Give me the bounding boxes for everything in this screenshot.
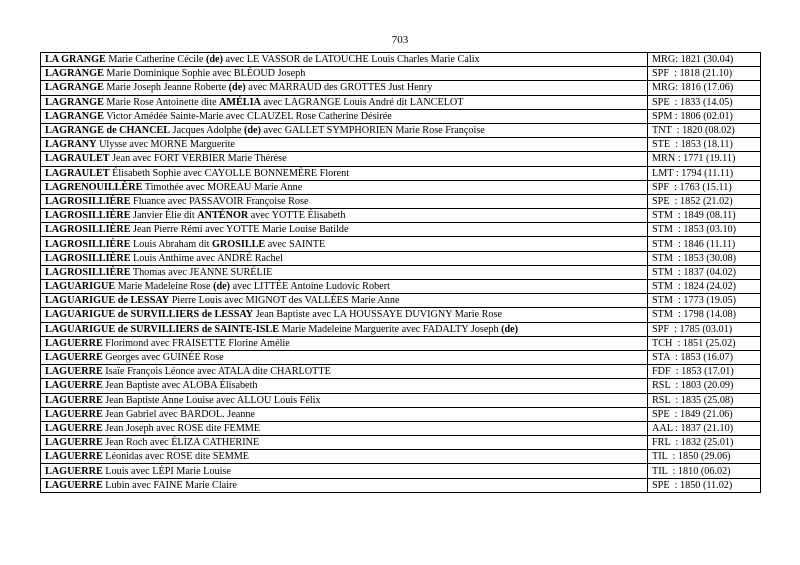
reference-cell: TCH : 1851 (25.02) xyxy=(648,336,761,350)
surname: LAGRAULET xyxy=(45,153,110,165)
surname: LAGROSILLIÈRE xyxy=(45,210,131,222)
reference-cell: MRN : 1771 (19.11) xyxy=(648,152,761,166)
reference-cell: STE : 1853 (18.11) xyxy=(648,138,761,152)
surname: LAGUARIGUE xyxy=(45,281,116,293)
table-row xyxy=(41,81,761,95)
entry-cell xyxy=(41,138,648,152)
entry-cell xyxy=(41,365,648,379)
surname: LAGUERRE xyxy=(45,465,103,477)
entry-text: Marie Madeleine Rose (de) avec LITTÉE Antoine Ludovic Robert xyxy=(115,281,390,293)
entry-cell xyxy=(41,53,648,67)
table-row xyxy=(41,436,761,450)
table-row xyxy=(41,123,761,137)
entry-text: Jean Joseph avec ROSE dite FEMME xyxy=(102,422,261,434)
entry-text: Marie Catherine Cécile (de) avec LE VASSOR de LATOUCHE Louis Charles Marie Calix xyxy=(105,54,480,66)
entry-cell xyxy=(41,407,648,421)
entry-text: Georges avec GUINÉE Rose xyxy=(102,352,224,364)
surname: LAGUERRE xyxy=(45,337,103,349)
reference-cell: SPE : 1833 (14.05) xyxy=(648,95,761,109)
reference-cell: SPF : 1785 (03.01) xyxy=(648,322,761,336)
entry-text: Jean Gabriel avec BARDOL. Jeanne xyxy=(102,408,255,420)
entry-text: Élisabeth Sophie avec CAYOLLE BONNEMÈRE Florent xyxy=(109,167,350,179)
reference-cell: STM : 1773 (19.05) xyxy=(648,294,761,308)
surname: LAGRANGE xyxy=(45,82,104,94)
entry-text: Timothée avec MOREAU Marie Anne xyxy=(142,181,303,193)
surname: LAGRANY xyxy=(45,139,97,151)
reference-cell: MRG: 1821 (30.04) xyxy=(648,53,761,67)
reference-cell: STA : 1853 (16.07) xyxy=(648,350,761,364)
entry-text: Marie Rose Antoinette dite AMÉLIA avec LAGRANGE Louis André dit LANCELOT xyxy=(103,96,464,108)
entry-cell xyxy=(41,67,648,81)
table-row xyxy=(41,223,761,237)
reference-cell: STM : 1853 (30.08) xyxy=(648,251,761,265)
entry-cell xyxy=(41,308,648,322)
surname: LAGRAULET xyxy=(45,167,110,179)
entry-cell xyxy=(41,251,648,265)
reference-cell: FDF : 1853 (17.01) xyxy=(648,365,761,379)
surname: LAGUARIGUE de LESSAY xyxy=(45,295,170,307)
entry-text: Louis Abraham dit GROSILLE avec SAINTE xyxy=(130,238,326,250)
surname: LAGRENOUILLÈRE xyxy=(45,181,143,193)
marriage-register-table xyxy=(40,52,761,493)
reference-cell: RSL : 1803 (20.09) xyxy=(648,379,761,393)
entry-cell xyxy=(41,109,648,123)
entry-text: Jean Baptiste Anne Louise avec ALLOU Louis Félix xyxy=(102,394,321,406)
table-row xyxy=(41,407,761,421)
entry-cell xyxy=(41,237,648,251)
surname: LAGRANGE xyxy=(45,96,104,108)
register-body xyxy=(41,53,761,493)
entry-cell xyxy=(41,464,648,478)
reference-cell: SPE : 1852 (21.02) xyxy=(648,194,761,208)
entry-text: Jean Roch avec ÉLIZA CATHERINE xyxy=(102,437,260,449)
surname: LAGROSILLIÈRE xyxy=(45,224,131,236)
table-row xyxy=(41,109,761,123)
reference-cell: STM : 1824 (24.02) xyxy=(648,280,761,294)
entry-cell xyxy=(41,294,648,308)
table-row xyxy=(41,209,761,223)
surname: LAGUERRE xyxy=(45,437,103,449)
entry-cell xyxy=(41,152,648,166)
entry-cell xyxy=(41,180,648,194)
reference-cell: SPE : 1849 (21.06) xyxy=(648,407,761,421)
reference-cell: STM : 1846 (11.11) xyxy=(648,237,761,251)
table-row xyxy=(41,194,761,208)
reference-cell: TIL : 1810 (06.02) xyxy=(648,464,761,478)
surname: LAGUERRE xyxy=(45,422,103,434)
entry-text: Louis Anthime avec ANDRÉ Rachel xyxy=(130,252,283,264)
surname: LAGROSILLIÈRE xyxy=(45,238,131,250)
entry-text: Marie Dominique Sophie avec BLÉOUD Joseph xyxy=(103,68,306,80)
reference-cell: TIL : 1850 (29.06) xyxy=(648,450,761,464)
surname: LAGRANGE de CHANCEL xyxy=(45,125,171,137)
entry-text: Janvier Élie dit ANTÉNOR avec YOTTE Élisabeth xyxy=(130,210,346,222)
table-row xyxy=(41,365,761,379)
table-row xyxy=(41,450,761,464)
surname: LAGUERRE xyxy=(45,380,103,392)
table-row xyxy=(41,152,761,166)
entry-cell xyxy=(41,336,648,350)
table-row xyxy=(41,180,761,194)
entry-cell xyxy=(41,95,648,109)
reference-cell: STM : 1798 (14.08) xyxy=(648,308,761,322)
entry-cell xyxy=(41,379,648,393)
entry-text: Lubin avec FAINE Marie Claire xyxy=(102,479,237,491)
entry-text: Louis avec LÉPI Marie Louise xyxy=(102,465,231,477)
table-row xyxy=(41,336,761,350)
reference-cell: STM : 1837 (04.02) xyxy=(648,265,761,279)
table-row xyxy=(41,322,761,336)
entry-cell xyxy=(41,478,648,492)
table-row xyxy=(41,280,761,294)
surname: LAGROSILLIÈRE xyxy=(45,266,131,278)
reference-cell: STM : 1853 (03.10) xyxy=(648,223,761,237)
reference-cell: STM : 1849 (08.11) xyxy=(648,209,761,223)
entry-text: Isaïe François Léonce avec ATALA dite CHARLOTTE xyxy=(102,366,331,378)
table-row xyxy=(41,138,761,152)
reference-cell: SPE : 1850 (11.02) xyxy=(648,478,761,492)
reference-cell: SPF : 1763 (15.11) xyxy=(648,180,761,194)
table-row xyxy=(41,294,761,308)
entry-text: Jean Baptiste avec ALOBA Élisabeth xyxy=(102,380,258,392)
surname: LAGUERRE xyxy=(45,394,103,406)
table-row xyxy=(41,95,761,109)
entry-text: Jean Baptiste avec LA HOUSSAYE DUVIGNY Marie Rose xyxy=(253,309,502,321)
reference-cell: RSL : 1835 (25.08) xyxy=(648,393,761,407)
reference-cell: AAL : 1837 (21.10) xyxy=(648,421,761,435)
reference-cell: TNT : 1820 (08.02) xyxy=(648,123,761,137)
entry-text: Thomas avec JEANNE SURÉLIE xyxy=(130,266,273,278)
reference-cell: MRG: 1816 (17.06) xyxy=(648,81,761,95)
table-row xyxy=(41,393,761,407)
entry-cell xyxy=(41,322,648,336)
table-row xyxy=(41,478,761,492)
entry-cell xyxy=(41,81,648,95)
surname: LAGUARIGUE de SURVILLIERS de LESSAY xyxy=(45,309,254,321)
entry-text: Jean Pierre Rémi avec YOTTE Marie Louise Batilde xyxy=(130,224,349,236)
entry-cell xyxy=(41,166,648,180)
surname: LAGUERRE xyxy=(45,366,103,378)
reference-cell: FRL : 1832 (25.01) xyxy=(648,436,761,450)
surname: LAGRANGE xyxy=(45,68,104,80)
entry-text: Léonidas avec ROSE dite SEMME xyxy=(102,451,250,463)
reference-cell: LMT : 1794 (11.11) xyxy=(648,166,761,180)
entry-text: Jean avec FORT VERBIER Marie Thérèse xyxy=(109,153,287,165)
entry-cell xyxy=(41,223,648,237)
surname: LAGUERRE xyxy=(45,451,103,463)
entry-cell xyxy=(41,450,648,464)
entry-text: Marie Joseph Jeanne Roberte (de) avec MARRAUD des GROTTES Just Henry xyxy=(103,82,433,94)
table-row xyxy=(41,308,761,322)
surname: LAGUERRE xyxy=(45,408,103,420)
entry-text: Pierre Louis avec MIGNOT des VALLÉES Marie Anne xyxy=(169,295,400,307)
entry-text: Fluance avec PASSAVOIR Françoise Rose xyxy=(130,195,309,207)
entry-text: Victor Amédée Sainte-Marie avec CLAUZEL Rose Catherine Désirée xyxy=(103,110,392,122)
entry-text: Florimond avec FRAISETTE Florine Amélie xyxy=(102,337,290,349)
table-row xyxy=(41,166,761,180)
table-row xyxy=(41,251,761,265)
surname: LAGROSILLIÈRE xyxy=(45,252,131,264)
surname: LAGROSILLIÈRE xyxy=(45,195,131,207)
entry-cell xyxy=(41,280,648,294)
entry-cell xyxy=(41,393,648,407)
surname: LAGUARIGUE de SURVILLIERS de SAINTE-ISLE xyxy=(45,323,280,335)
table-row xyxy=(41,421,761,435)
entry-cell xyxy=(41,421,648,435)
entry-text: Marie Madeleine Marguerite avec FADALTY Joseph (de) xyxy=(279,323,519,335)
table-row xyxy=(41,350,761,364)
entry-cell xyxy=(41,436,648,450)
reference-cell: SPM : 1806 (02.01) xyxy=(648,109,761,123)
table-row xyxy=(41,67,761,81)
surname: LAGUERRE xyxy=(45,479,103,491)
entry-cell xyxy=(41,123,648,137)
entry-text: Ulysse avec MORNE Marguerite xyxy=(96,139,235,151)
table-row xyxy=(41,464,761,478)
surname: LAGRANGE xyxy=(45,110,104,122)
entry-cell xyxy=(41,194,648,208)
entry-cell xyxy=(41,265,648,279)
entry-text: Jacques Adolphe (de) avec GALLET SYMPHORIEN Marie Rose Françoise xyxy=(170,125,485,137)
reference-cell: SPF : 1818 (21.10) xyxy=(648,67,761,81)
table-row xyxy=(41,265,761,279)
entry-cell xyxy=(41,350,648,364)
table-row xyxy=(41,53,761,67)
table-row xyxy=(41,379,761,393)
surname: LA GRANGE xyxy=(45,54,106,66)
table-row xyxy=(41,237,761,251)
entry-cell xyxy=(41,209,648,223)
page-number: 703 xyxy=(391,34,409,46)
surname: LAGUERRE xyxy=(45,352,103,364)
